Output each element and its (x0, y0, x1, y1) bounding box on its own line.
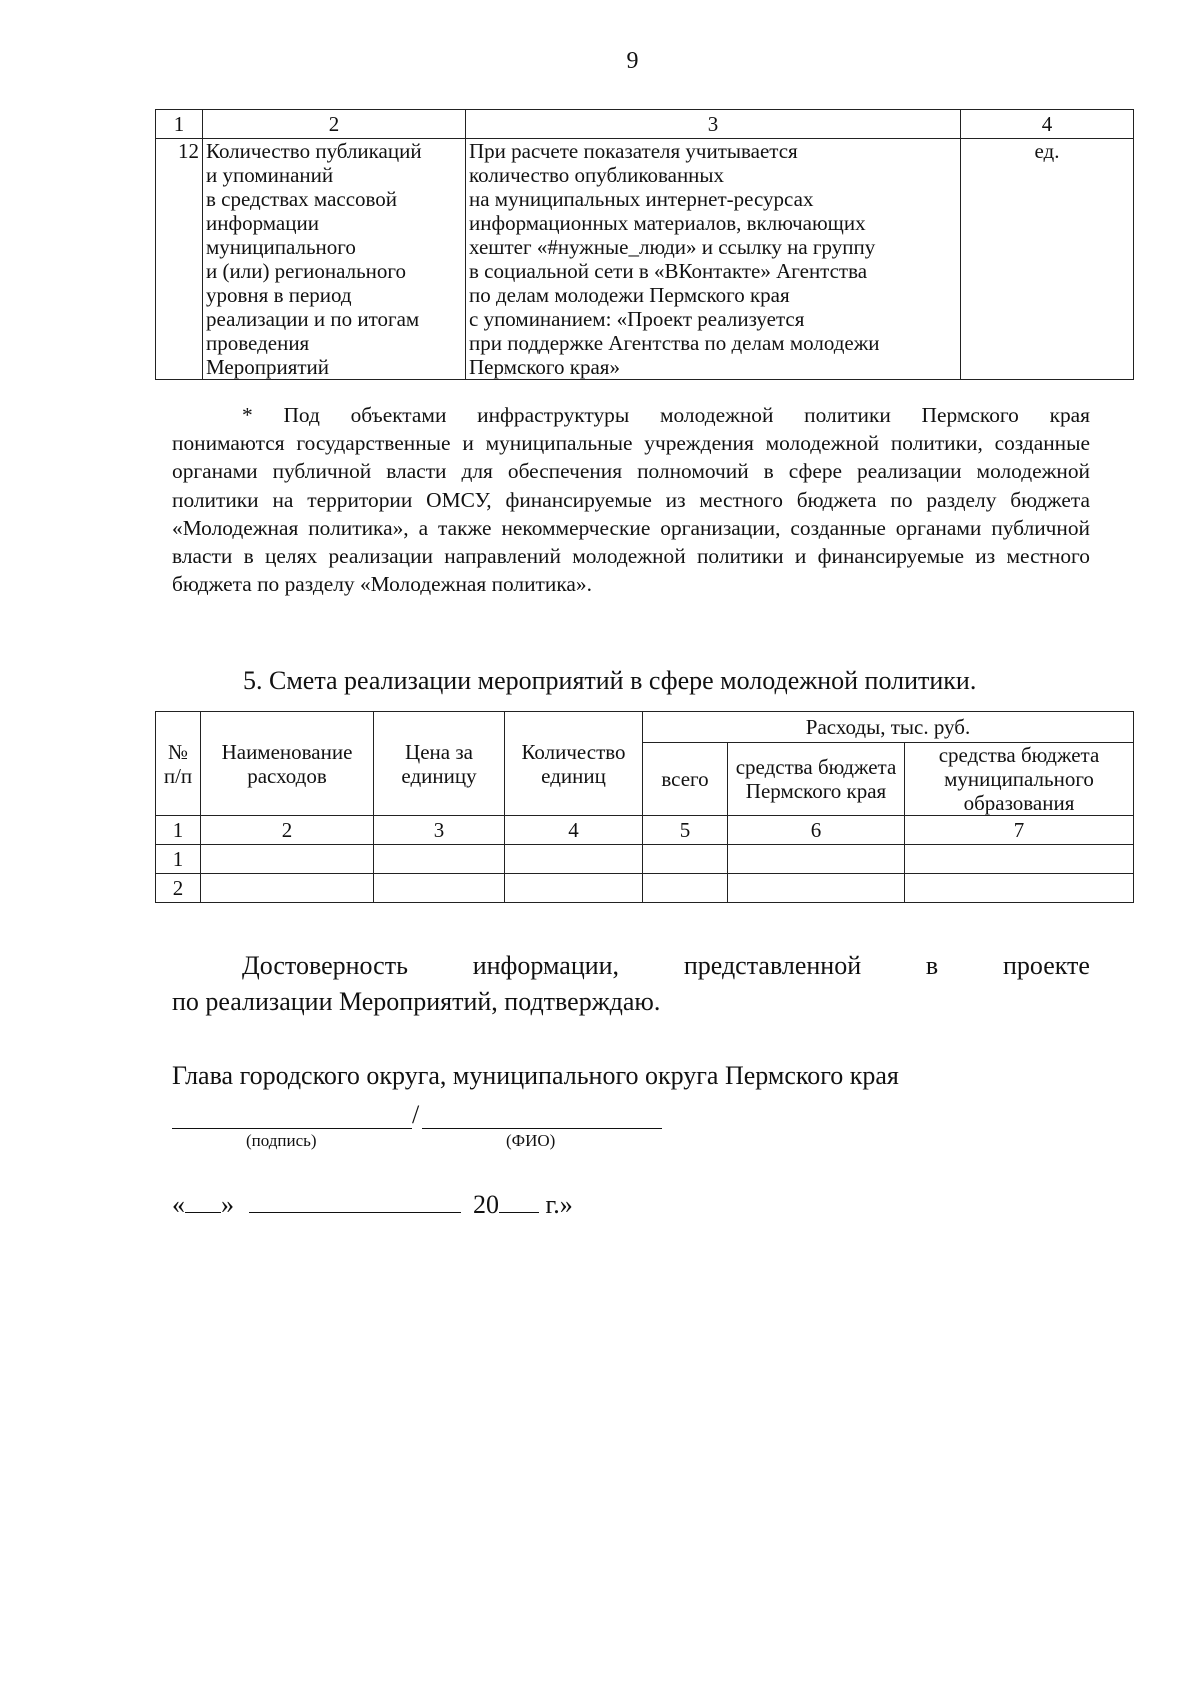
signature-separator: / (412, 1100, 420, 1129)
empty-cell[interactable] (201, 845, 374, 874)
header-cell: 2 (203, 110, 466, 139)
header-regional: средства бюджета Пермского края (728, 743, 905, 816)
budget-estimate-table (155, 711, 1134, 903)
word: представленной (683, 951, 862, 980)
text-line: в средствах массовой (206, 187, 398, 211)
indicators-table (155, 109, 1134, 380)
certification-line-1 (172, 948, 1090, 984)
empty-cell[interactable] (374, 845, 505, 874)
column-number: 4 (505, 816, 643, 845)
empty-cell[interactable] (643, 874, 728, 903)
year-prefix: 20 (473, 1190, 499, 1219)
empty-cell[interactable] (728, 845, 905, 874)
calculation-method (466, 139, 961, 380)
month-blank[interactable] (249, 1190, 461, 1213)
row-number: 2 (156, 874, 201, 903)
table-row (156, 874, 1134, 903)
column-number: 7 (905, 816, 1134, 845)
date-line (172, 1190, 573, 1220)
footnote-body: понимаются государственные и муниципальные учреждения молодежной политики, созданные органами публичной власти для обеспечения полномочий в сфере реализации молодежной политики на территории ОМСУ, финансируемые из местного бюджета по разделу бюджета «Молодежная политика», а также некоммерческие организации, созданные органами публичной власти в целях реализации направлений молодежной политики и финансируемые из местного бюджета по разделу «Молодежная политика». (172, 431, 1090, 597)
column-number: 3 (374, 816, 505, 845)
signature-line[interactable] (172, 1104, 412, 1129)
section-title: 5. Смета реализации мероприятий в сфере молодежной политики. (243, 666, 977, 695)
text-line: и упоминаний (206, 163, 334, 187)
footnote (172, 401, 1090, 598)
table-header-row (156, 712, 1134, 743)
unit-cell: ед. (961, 139, 1134, 380)
text-line: информации (206, 211, 319, 235)
year-blank[interactable] (499, 1190, 539, 1213)
footnote-first-line: * Под объектами инфраструктуры молодежной политики Пермского края (242, 403, 1090, 427)
text-line: При расчете показателя учитывается (469, 139, 798, 163)
signature-caption: (подпись) (246, 1131, 317, 1150)
table-row (156, 845, 1134, 874)
column-number: 5 (643, 816, 728, 845)
column-number: 6 (728, 816, 905, 845)
text-line: Мероприятий (206, 355, 330, 379)
full-name-line[interactable] (422, 1104, 662, 1129)
text-line: информационных материалов, включающих (469, 211, 866, 235)
text-line: реализации и по итогам (206, 307, 420, 331)
empty-cell[interactable] (643, 845, 728, 874)
page-number: 9 (626, 48, 639, 74)
certification-statement (172, 948, 1090, 1020)
empty-cell[interactable] (728, 874, 905, 903)
text-line: уровня в период (206, 283, 352, 307)
empty-cell[interactable] (201, 874, 374, 903)
column-number: 2 (201, 816, 374, 845)
header-name: Наименование расходов (201, 712, 374, 816)
signer-title: Глава городского округа, муниципального округа Пермского края (172, 1061, 899, 1090)
text-line: при поддержке Агентства по делам молодежи (469, 331, 880, 355)
header-cell: 3 (466, 110, 961, 139)
table-row (156, 139, 1134, 380)
empty-cell[interactable] (905, 874, 1134, 903)
close-quote: » (221, 1190, 234, 1219)
text-line: Пермского края» (469, 355, 620, 379)
text-line: с упоминанием: «Проект реализуется (469, 307, 805, 331)
text-line: в социальной сети в «ВКонтакте» Агентства (469, 259, 868, 283)
text-line: хештег «#нужные_люди» и ссылку на группу (469, 235, 876, 259)
header-num: № п/п (156, 712, 201, 816)
empty-cell[interactable] (505, 874, 643, 903)
certification-line-2: по реализации Мероприятий, подтверждаю. (172, 987, 661, 1016)
word: проекте (1002, 951, 1090, 980)
empty-cell[interactable] (905, 845, 1134, 874)
header-cell: 4 (961, 110, 1134, 139)
word: в (925, 951, 939, 980)
header-price: Цена за единицу (374, 712, 505, 816)
full-name-caption: (ФИО) (506, 1131, 556, 1150)
indicator-name (203, 139, 466, 380)
header-qty: Количество единиц (505, 712, 643, 816)
empty-cell[interactable] (374, 874, 505, 903)
word: Достоверность (242, 951, 408, 980)
text-line: Количество публикаций (206, 139, 422, 163)
header-total: всего (643, 743, 728, 816)
column-numbers-row (156, 816, 1134, 845)
text-line: проведения (206, 331, 310, 355)
column-number: 1 (156, 816, 201, 845)
row-number: 1 (156, 845, 201, 874)
header-cell: 1 (156, 110, 203, 139)
text-line: на муниципальных интернет-ресурсах (469, 187, 814, 211)
open-quote: « (172, 1190, 185, 1219)
word: информации, (472, 951, 620, 980)
text-line: количество опубликованных (469, 163, 725, 187)
row-number: 12 (156, 139, 203, 380)
empty-cell[interactable] (505, 845, 643, 874)
text-line: по делам молодежи Пермского края (469, 283, 790, 307)
day-blank[interactable] (185, 1190, 221, 1213)
text-line: и (или) регионального (206, 259, 406, 283)
header-expenses: Расходы, тыс. руб. (643, 712, 1134, 743)
header-municipal: средства бюджета муниципального образования (905, 743, 1134, 816)
table-header-row (156, 110, 1134, 139)
year-suffix: г.» (545, 1190, 573, 1219)
text-line: муниципального (206, 235, 356, 259)
